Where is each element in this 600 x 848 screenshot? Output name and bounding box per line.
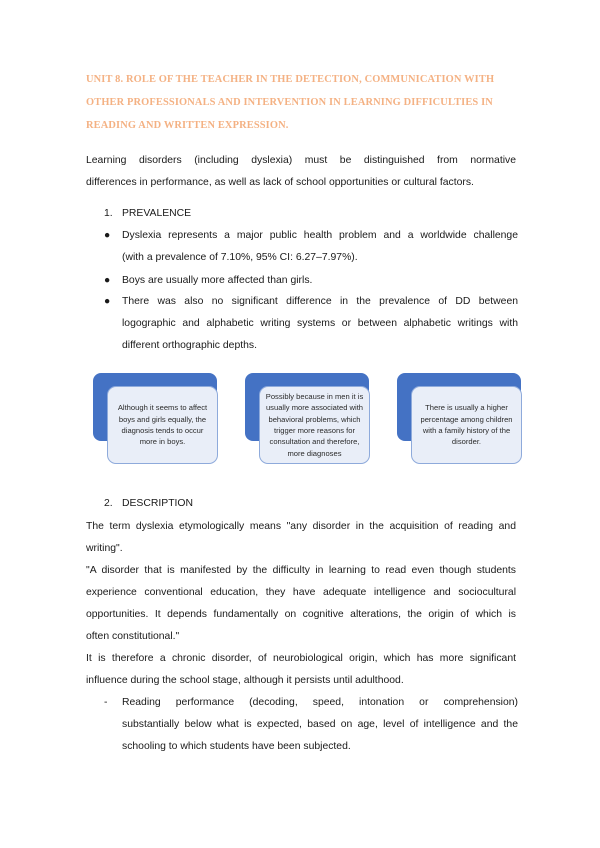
info-card (245, 373, 369, 464)
paragraph-line: writing". (86, 543, 123, 554)
list-line: substantially below what is expected, based on age, level of intelligence and the (122, 719, 518, 730)
paragraph-line: opportunities. It depends fundamentally on cognitive alterations, the origin of which is (86, 609, 516, 620)
card-text: Possibly because in men it is usually more associated with behavioral problems, which trigger more reasons for consultation and therefore, more diagnoses (265, 391, 364, 458)
bullet-icon: ● (104, 296, 111, 307)
paragraph-line: often constitutional." (86, 631, 180, 642)
paragraph-line: experience conventional education, they have adequate intelligence and sociocultural (86, 587, 516, 598)
bullet-icon: ● (104, 230, 111, 241)
intro-paragraph (86, 150, 516, 194)
card-body (411, 386, 522, 464)
paragraph-line: It is therefore a chronic disorder, of neurobiological origin, which has more significant (86, 653, 516, 664)
bullet-line: Boys are usually more affected than girls. (122, 275, 313, 286)
heading-line: OTHER PROFESSIONALS AND INTERVENTION IN LEARNING DIFFICULTIES IN (86, 97, 493, 108)
dash-marker: - (104, 697, 108, 708)
list-line: schooling to which students have been subjected. (122, 741, 351, 752)
info-card (397, 373, 521, 464)
bullet-line: There was also no significant difference in the prevalence of DD between (122, 296, 518, 307)
card-body (259, 386, 370, 464)
bullet-line: (with a prevalence of 7.10%, 95% CI: 6.27–7.97%). (122, 252, 358, 263)
heading-line: UNIT 8. ROLE OF THE TEACHER IN THE DETECTION, COMMUNICATION WITH (86, 74, 495, 85)
paragraph-line: influence during the school stage, although it persists until adulthood. (86, 675, 404, 686)
unit-heading (86, 68, 526, 137)
section-title: PREVALENCE (122, 208, 192, 219)
bullet-line: Dyslexia represents a major public health problem and a worldwide challenge (122, 230, 518, 241)
list-line: Reading performance (decoding, speed, intonation or comprehension) (122, 697, 518, 708)
definition-quote (86, 560, 516, 648)
card-text: There is usually a higher percentage among children with a family history of the disorder. (420, 403, 513, 447)
heading-line: READING AND WRITTEN EXPRESSION. (86, 120, 289, 131)
chronic-disorder-paragraph (86, 648, 516, 692)
card-text: Although it seems to affect boys and girls equally, the diagnosis tends to occur more in boys. (117, 403, 208, 447)
paragraph-line: Learning disorders (including dyslexia) must be distinguished from normative (86, 155, 516, 166)
section-number: 2. (104, 498, 113, 509)
section-number: 1. (104, 208, 113, 219)
paragraph-line: differences in performance, as well as lack of school opportunities or cultural factors. (86, 177, 474, 188)
bullet-icon: ● (104, 275, 111, 286)
bullet-line: different orthographic depths. (122, 340, 257, 351)
paragraph-line: The term dyslexia etymologically means "any disorder in the acquisition of reading and (86, 521, 516, 532)
card-body (107, 386, 218, 464)
paragraph-line: "A disorder that is manifested by the difficulty in learning to read even though students (86, 565, 516, 576)
info-card (93, 373, 217, 464)
description-paragraph (86, 516, 516, 560)
section-title: DESCRIPTION (122, 498, 194, 509)
bullet-line: logographic and alphabetic writing systems or between alphabetic writings with (122, 318, 518, 329)
